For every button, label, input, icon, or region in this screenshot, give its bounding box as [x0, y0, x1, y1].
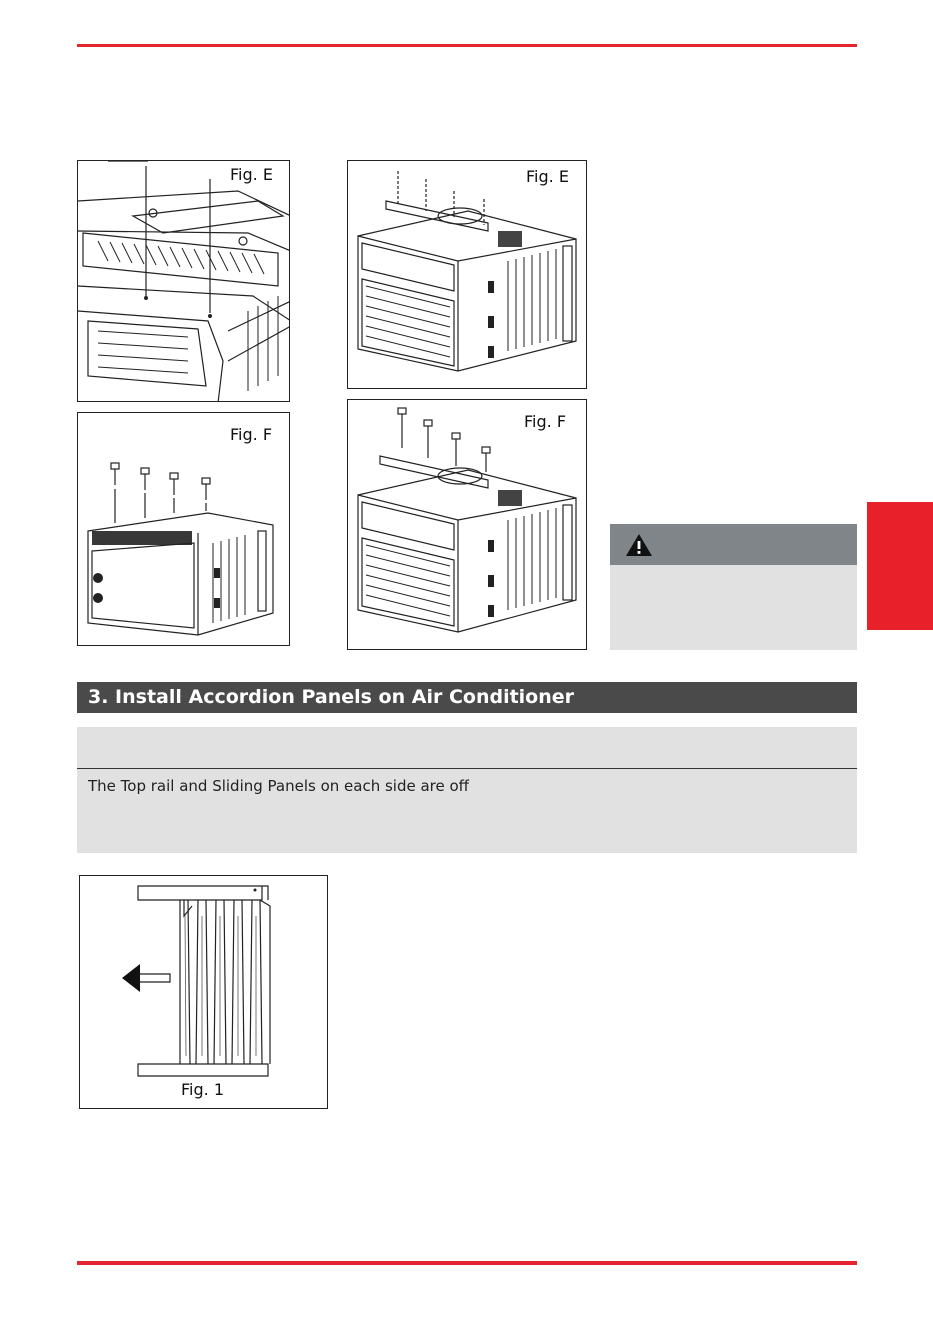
figure-e-closeup: [77, 160, 290, 402]
figure-e-unit-drawing: [348, 161, 587, 389]
arrow-left-icon: [122, 964, 140, 992]
warning-header: [610, 524, 857, 565]
figure-label: Fig. F: [524, 412, 567, 431]
footer-rule: [77, 1261, 857, 1265]
figure-label: Fig. 1: [181, 1080, 224, 1099]
figure-f-closeup: [77, 412, 290, 646]
figure-f-closeup-drawing: [78, 413, 290, 646]
section-title: 3. Install Accordion Panels on Air Conditioner: [77, 682, 857, 713]
header-rule: [77, 44, 857, 47]
note-text: The Top rail and Sliding Panels on each side are off: [88, 777, 470, 795]
figure-label: Fig. E: [230, 165, 273, 184]
figure-f-unit: [347, 399, 587, 650]
figure-label: Fig. F: [230, 425, 273, 444]
figure-1-accordion: [79, 875, 328, 1109]
figure-label: Fig. E: [526, 167, 569, 186]
figure-e-unit: [347, 160, 587, 389]
warning-body: [610, 565, 857, 650]
chapter-tab: [867, 502, 933, 630]
figure-1-accordion-drawing: [80, 876, 328, 1109]
note-header: [77, 727, 857, 768]
figure-e-closeup-drawing: [78, 161, 290, 402]
note-body: [77, 769, 857, 853]
warning-triangle-icon: [624, 532, 654, 558]
figure-f-unit-drawing: [348, 400, 587, 650]
